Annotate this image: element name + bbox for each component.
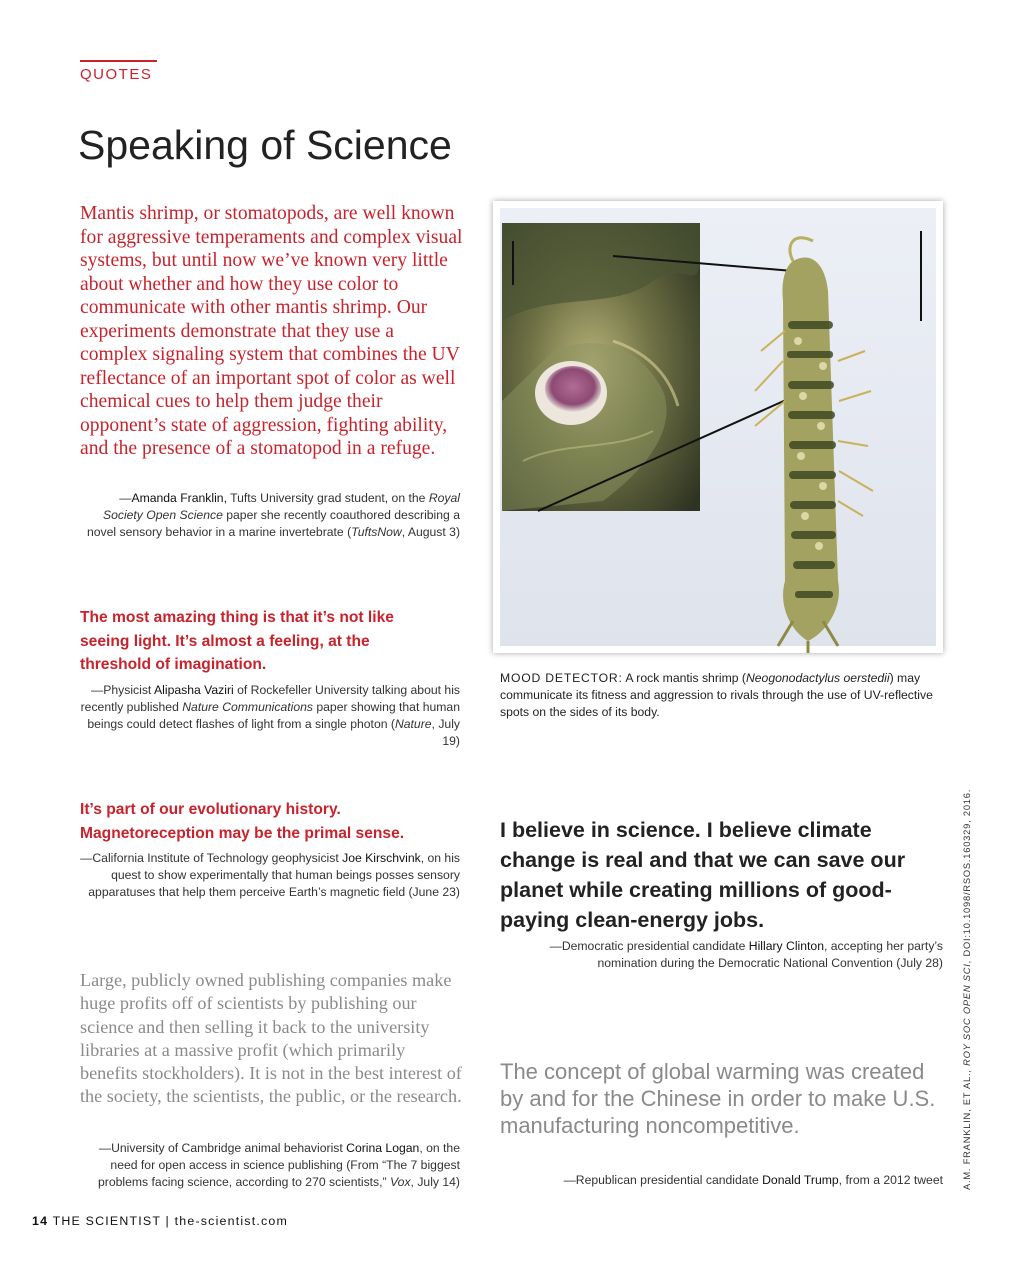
mantis-shrimp-illustration: [493, 201, 943, 653]
quote-franklin: Mantis shrimp, or stomatopods, are well known for aggressive temperaments and complex visual systems, but until now we’ve known very little about whether and how they use color to communicate with other mantis shrimp. Our experiments demonstrate that they use a complex signaling system that combines the UV reflectance of an important spot of color as well chemical cues to help them judge their opponent’s state of aggression, fighting ability, and the presence of a stomatopod in a refuge.: [80, 203, 463, 459]
section-label: QUOTES: [80, 66, 153, 83]
attribution-clinton: —Democratic presidential candidate Hillary Clinton, accepting her party’s nomination during the Democratic National Convention (July 28): [549, 939, 943, 970]
attribution-trump: —Republican presidential candidate Donald Trump, from a 2012 tweet: [563, 1173, 943, 1187]
footer-text: THE SCIENTIST | the-scientist.com: [48, 1214, 288, 1228]
page-footer: [32, 1214, 288, 1228]
section-rule: [80, 60, 157, 62]
attribution-name: Corina Logan: [346, 1141, 420, 1155]
quote-vaziri: The most amazing thing is that it’s not like seeing light. It’s almost a feeling, at the threshold of imagination.: [80, 609, 394, 673]
caption-label: MOOD DETECTOR:: [500, 671, 623, 685]
attribution-name: Donald Trump: [762, 1173, 839, 1187]
attribution-name: Amanda Franklin,: [131, 491, 227, 505]
quote-clinton: I believe in science. I believe climate change is real and that we can save our planet while creating millions of good-paying clean-energy jobs.: [500, 818, 906, 932]
page-title: Speaking of Science: [78, 122, 452, 168]
attribution-logan: —University of Cambridge animal behaviorist Corina Logan, on the need for open access in science publishing (From “The 7 biggest problems facing science, according to 270 scientists,” Vox, July 14): [98, 1141, 460, 1189]
attribution-franklin: —Amanda Franklin, Tufts University grad student, on the Royal Society Open Science paper she recently coauthored describing a novel sensory behavior in a marine invertebrate (TuftsNow, August 3): [86, 491, 460, 539]
attribution-kirschvink: —California Institute of Technology geophysicist Joe Kirschvink, on his quest to show experimentally that human beings posses sensory apparatuses that help them perceive Earth’s magnetic field (June 23): [80, 851, 460, 899]
mantis-shrimp-photo: [493, 201, 943, 653]
attribution-vaziri: —Physicist Alipasha Vaziri of Rockefeller University talking about his recently published Nature Communications paper showing that human beings could detect flashes of light from a single photon (Nature, July 19): [80, 683, 460, 748]
figure-caption: MOOD DETECTOR: A rock mantis shrimp (Neogonodactylus oerstedii) may communicate its fitness and aggression to rivals through the use of UV-reflective spots on the sides of its body.: [500, 671, 933, 719]
attribution-name: Joe Kirschvink: [342, 851, 421, 865]
quote-logan: Large, publicly owned publishing companies make huge profits off of scientists by publishing our science and then selling it back to the university libraries at a massive profit (which primarily benefits stockholders). It is not in the best interest of the society, the scientists, the public, or the research.: [80, 970, 462, 1107]
attribution-name: Alipasha Vaziri: [154, 683, 234, 697]
quote-kirschvink: It’s part of our evolutionary history. Magnetoreception may be the primal sense.: [80, 801, 405, 842]
attribution-name: Hillary Clinton: [748, 939, 824, 953]
photo-credit: A.M. FRANKLIN, ET AL., ROY SOC OPEN SCI, DOI:10.1098/RSOS.160329, 2016.: [962, 788, 972, 1190]
quote-trump: The concept of global warming was created by and for the Chinese in order to make U.S. manufacturing noncompetitive.: [500, 1059, 936, 1138]
page-number: 14: [32, 1214, 49, 1228]
